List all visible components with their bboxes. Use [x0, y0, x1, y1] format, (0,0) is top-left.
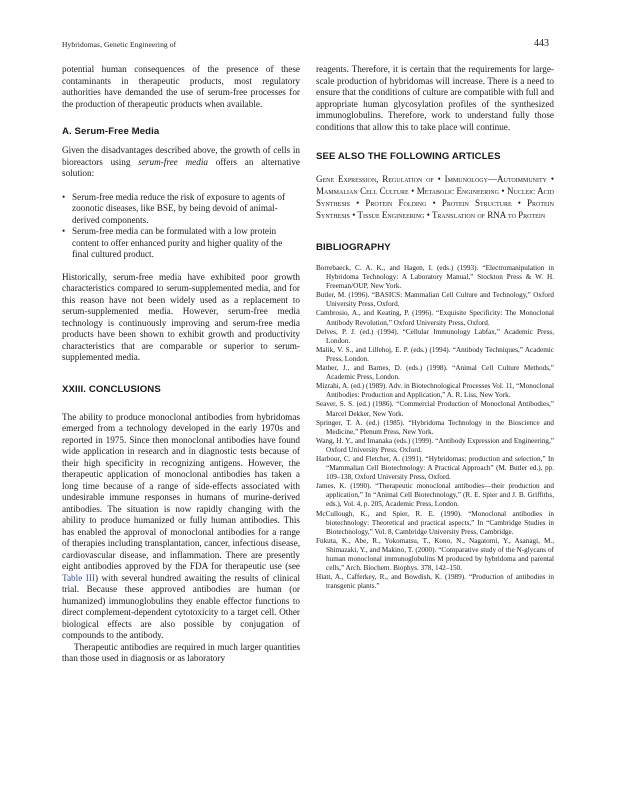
conclusions-paragraph-2: Therapeutic antibodies are required in much larger quantities than those used in diagnosis or as laboratory — [62, 641, 300, 663]
running-title: Hybridomas, Genetic Engineering of — [62, 40, 177, 49]
see-also-link[interactable]: Tissue Engineering — [357, 210, 425, 220]
see-also-link[interactable]: Gene Expression, Regulation of — [316, 174, 434, 184]
reference-item: Hiatt, A., Cafferkey, R., and Bowdish, K. (1989). “Production of antibodies in transgenic plants.” — [316, 573, 554, 591]
reference-item: Springer, T. A. (ed.) (1985). “Hybridoma Technology in the Bioscience and Medicine,” Plenum Press, New York. — [316, 418, 554, 436]
page-number: 443 — [534, 38, 549, 49]
section-title-conclusions: XXIII. CONCLUSIONS — [62, 383, 161, 395]
serum-free-paragraph-1: Given the disadvantages described above, the growth of cells in bioreactors using serum-free media offers an alternative solution: — [62, 145, 300, 178]
serum-free-bullets — [62, 192, 300, 261]
left-column — [62, 64, 300, 665]
see-also-link[interactable]: Nucleic Acid Synthesis — [316, 186, 554, 208]
see-also-link[interactable]: Mammalian Cell Culture — [316, 186, 409, 196]
bibliography-title: BIBLIOGRAPHY — [316, 242, 391, 253]
bullet-item: • Serum-free media can be formulated with a low protein content to offer enhanced purity and higher quality of the final cultured product. — [62, 226, 300, 261]
see-also-link[interactable]: Protein Structure — [441, 198, 512, 208]
reagents-paragraph: reagents. Therefore, it is certain that the requirements for large-scale production of hybridomas will increase. There is a need to ensure that the conditions of culture are compatible with full and appropriate human glycosylation profiles of the synthesized immunoglobulins. Therefore, work to understand fully those conditions that allow this to take place will continue. — [316, 64, 554, 132]
reference-item: Butler, M. (1996). “BASICS: Mammalian Cell Culture and Technology,” Oxford University Press, Oxford. — [316, 291, 554, 309]
intro-paragraph: potential human consequences of the presence of these contaminants in therapeutic products, most regulatory authorities have demanded the use of serum-free processes for the production of therapeutic products when available. — [62, 64, 300, 109]
see-also-link[interactable]: Translation of RNA to Protein — [431, 210, 546, 220]
see-also-title: SEE ALSO THE FOLLOWING ARTICLES — [316, 151, 501, 162]
reference-item: Mather, J., and Barnes, D. (eds.) (1998). “Animal Cell Culture Methods,” Academic Press, London. — [316, 364, 554, 382]
see-also-link[interactable]: Metabolic Engineering — [416, 186, 499, 196]
see-also-link[interactable]: Protein Folding — [365, 198, 427, 208]
reference-item: Malik, V. S., and Lillehoj, E. P. (eds.) (1994). “Antibody Techniques,” Academic Press, London. — [316, 345, 554, 363]
table-iii-link[interactable]: Table III — [62, 572, 95, 583]
reference-item: Cambrosio, A., and Keating, P. (1996). “Exquisite Specificity: The Monoclonal Antibody Revolution,” Oxford University Press, Oxford. — [316, 309, 554, 327]
see-also-link[interactable]: Immunology—Autoimmunity — [444, 174, 547, 184]
reference-item: Harbour, C. and Fletcher, A. (1991). “Hybridomas: production and selection,” In “Mammalian Cell Biotechnology: A Practical Approach” (M. Butler ed.), pp. 109–138, Oxford University Press, Oxford. — [316, 454, 554, 482]
see-also-link[interactable]: Protein Synthesis — [316, 198, 554, 220]
reference-item: James, K. (1990). “Therapeutic monoclonal antibodies—their production and application,” In “Animal Cell Biotechnology,” (R. E. Spier and J. B. Griffiths, eds.), Vol. 4, p. 205, Academic Press, London. — [316, 482, 554, 509]
reference-item: McCullough, K., and Spier, R. E. (1990). “Monoclonal antibodies in biotechnology: Theoretical and practical aspects,” In “Cambridge Studies in Biotechnology,” Vol. 8, Cambridge University Press, Cambridge. — [316, 509, 554, 536]
reference-item: Fukuta, K., Abe, R., Yokomatsu, T., Kono, N., Nagatomi, Y., Asanagi, M., Shimazaki, Y., and Makino, T. (2000). “Comparative study of the N-glycans of human monoclonal immunoglobulins M produced by hybridoma and parental cells,” Arch. Biochem. Biophys. 378, 142–150. — [316, 536, 554, 573]
reference-item: Mizrahi, A. (ed.) (1989). Adv. in Biotechnological Processes Vol. 11, “Monoclonal Antibodies: Production and Application,” A. R. Liss, New York. — [316, 382, 554, 400]
reference-item: Borrebaeck, C. A. K., and Hagen, I. (eds.) (1993). “Electromanipulation in Hybridoma Technology: A Laboratory Manual,” Stockton Press & W. H. Freeman/OUP, New York. — [316, 264, 554, 291]
serum-free-paragraph-2: Historically, serum-free media have exhibited poor growth characteristics compared to serum-supplemented media, and for this reason have not been widely used as a replacement to serum-supplemented media. However, serum-free media technology is continuously improving and serum-free media products have been shown to exhibit growth and productivity characteristics that are comparable or superior to serum-supplemented media. — [62, 271, 300, 362]
reference-item: Delves, P. J. (ed.) (1994). “Cellular Immunology Labfax,” Academic Press, London. — [316, 327, 554, 345]
reference-item: Wang, H. Y., and Imanaka (eds.) (1999). “Antibody Expression and Engineering,” Oxford University Press, Oxford. — [316, 436, 554, 454]
conclusions-paragraph-1: The ability to produce monoclonal antibodies from hybridomas emerged from a technology developed in the early 1970s and reported in 1975. Since then monoclonal antibodies have found wide application in research and in diagnostic tests because of their high specificity in recognizing antigens. However, the therapeutic application of monoclonal antibodies has taken a long time because of a range of side-effects associated with undesirable immune responses in humans of murine-derived antibodies. The situation is now rapidly changing with the ability to produce humanized or fully human antibodies. This has enabled the approval of monoclonal antibodies for a range of therapies including transplantation, cancer, infectious disease, cardiovascular disease, and inflammation. There are presently eight antibodies approved by the FDA for therapeutic use (see Table III) with several hundred awaiting the results of clinical trial. Because these approved antibodies are human (or humanized) immunoglobulins they enable effector functions to direct complement-dependent cytotoxicity to a target cell. Other biological effects are also possible by conjugation of compounds to the antibody. — [62, 411, 300, 640]
bullet-item: • Serum-free media reduce the risk of exposure to agents of zoonotic diseases, like BSE, by being devoid of animal-derived components. — [62, 192, 300, 227]
see-also-list: Gene Expression, Regulation of • Immunology—Autoimmunity • Mammalian Cell Culture • Metabolic Engineering • Nucleic Acid Synthesis • Protein Folding • Protein Structure • Protein Synthesis • Tissue Engineering • Translation of RNA to Protein — [316, 174, 554, 220]
section-title-serum-free-media: A. Serum-Free Media — [62, 126, 160, 137]
right-column — [316, 64, 554, 591]
bibliography-list — [316, 264, 554, 591]
reference-item: Seaver, S. S. (ed.) (1986). “Commercial Production of Monoclonal Antibodies,” Marcel Dekker, New York. — [316, 400, 554, 418]
